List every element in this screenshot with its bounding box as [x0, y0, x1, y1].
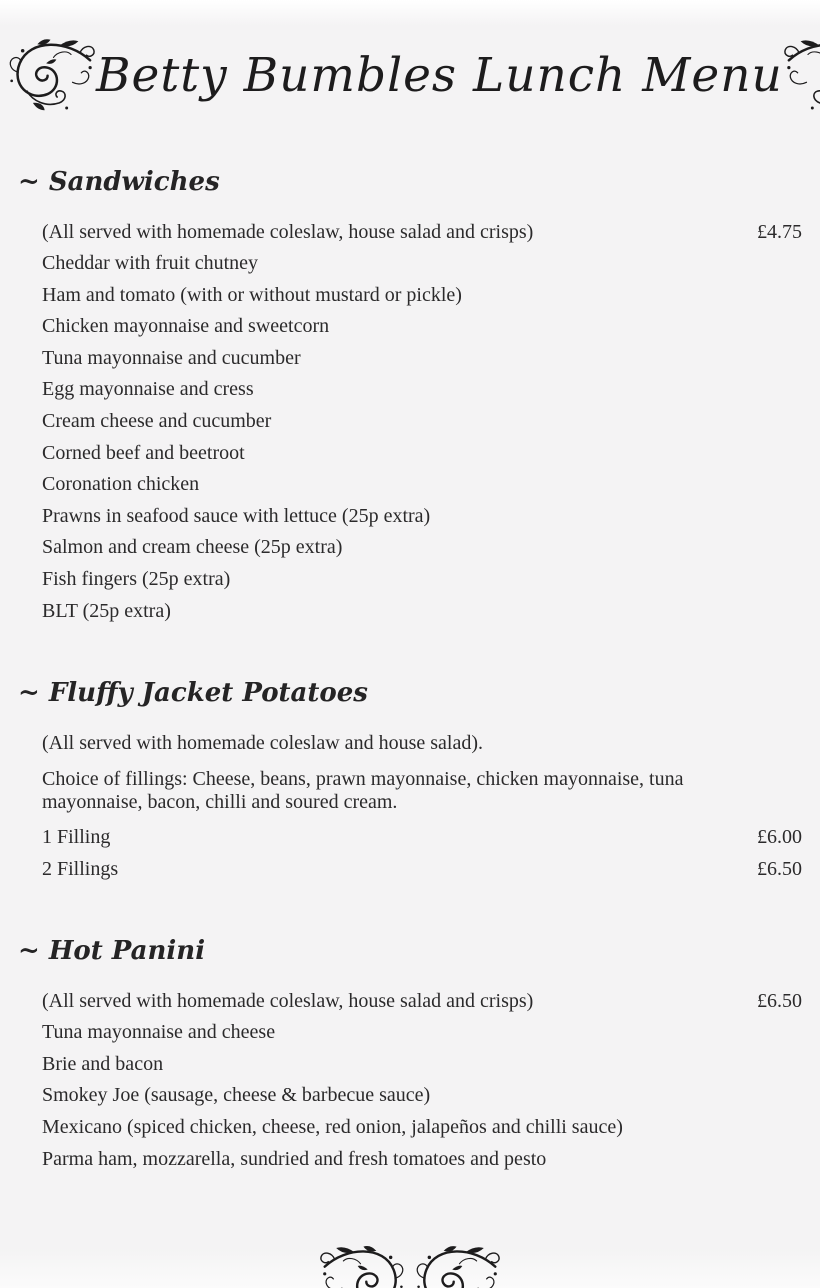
- section-sandwiches: [0, 166, 820, 627]
- menu-item: Cream cheese and cucumber: [42, 409, 272, 432]
- section-price: £4.75: [757, 221, 802, 243]
- menu-item: Tuna mayonnaise and cucumber: [42, 346, 301, 369]
- priced-item-row: [42, 853, 802, 885]
- section-note-row: [42, 216, 802, 248]
- flourish-ornament-icon: [415, 1243, 501, 1288]
- section-note: (All served with homemade coleslaw, house salad and crisps): [42, 221, 534, 243]
- section-heading: ~ Sandwiches: [18, 167, 220, 197]
- flourish-ornament-icon: [8, 37, 96, 113]
- section-heading: ~ Hot Panini: [18, 936, 206, 967]
- menu-item: Parma ham, mozzarella, sundried and fresh tomatoes and pesto: [42, 1147, 547, 1170]
- menu-item: BLT (25p extra): [42, 599, 171, 622]
- menu-item: Salmon and cream cheese (25p extra): [42, 536, 343, 559]
- priced-item-price: £6.50: [757, 858, 802, 881]
- menu-item-list: [42, 1017, 802, 1175]
- section-hot-panini: [0, 935, 820, 1175]
- menu-item: Mexicano (spiced chicken, cheese, red onion, jalapeños and chilli sauce): [42, 1115, 623, 1138]
- priced-item-price: £6.00: [757, 826, 802, 849]
- section-jacket-potatoes: [0, 677, 820, 885]
- menu-item: Fish fingers (25p extra): [42, 567, 231, 590]
- section-note: (All served with homemade coleslaw and house salad).: [42, 732, 483, 755]
- flourish-ornament-icon: [783, 37, 820, 113]
- menu-item: Egg mayonnaise and cress: [42, 378, 254, 401]
- menu-item: Smokey Joe (sausage, cheese & barbecue sauce): [42, 1084, 431, 1107]
- menu-item: Coronation chicken: [42, 473, 200, 496]
- section-heading: ~ Fluffy Jacket Potatoes: [18, 678, 368, 709]
- footer-ornaments: [0, 1243, 820, 1288]
- flourish-ornament-icon: [319, 1243, 405, 1288]
- menu-header: [0, 0, 820, 116]
- menu-item: Corned beef and beetroot: [42, 441, 245, 464]
- priced-item-label: 1 Filling: [42, 826, 111, 849]
- priced-item-row: [42, 821, 802, 853]
- menu-item: Tuna mayonnaise and cheese: [42, 1021, 276, 1044]
- priced-rows: [0, 821, 820, 885]
- menu-item: Chicken mayonnaise and sweetcorn: [42, 315, 330, 338]
- section-price: £6.50: [757, 990, 802, 1013]
- fillings-description: Choice of fillings: Cheese, beans, prawn mayonnaise, chicken mayonnaise, tuna mayonnaise, bacon, chilli and soured cream.: [42, 768, 684, 813]
- section-note-row: [42, 727, 802, 759]
- menu-item: Cheddar with fruit chutney: [42, 252, 259, 274]
- menu-item: Prawns in seafood sauce with lettuce (25p extra): [42, 504, 431, 527]
- section-note-row: [42, 985, 802, 1017]
- menu-item-list: [42, 248, 802, 627]
- menu-item: Brie and bacon: [42, 1052, 164, 1075]
- section-note: (All served with homemade coleslaw, house salad and crisps): [42, 990, 534, 1013]
- menu-item: Ham and tomato (with or without mustard or pickle): [42, 283, 462, 306]
- page-title: Betty Bumbles Lunch Menu: [96, 47, 783, 103]
- priced-item-label: 2 Fillings: [42, 858, 119, 881]
